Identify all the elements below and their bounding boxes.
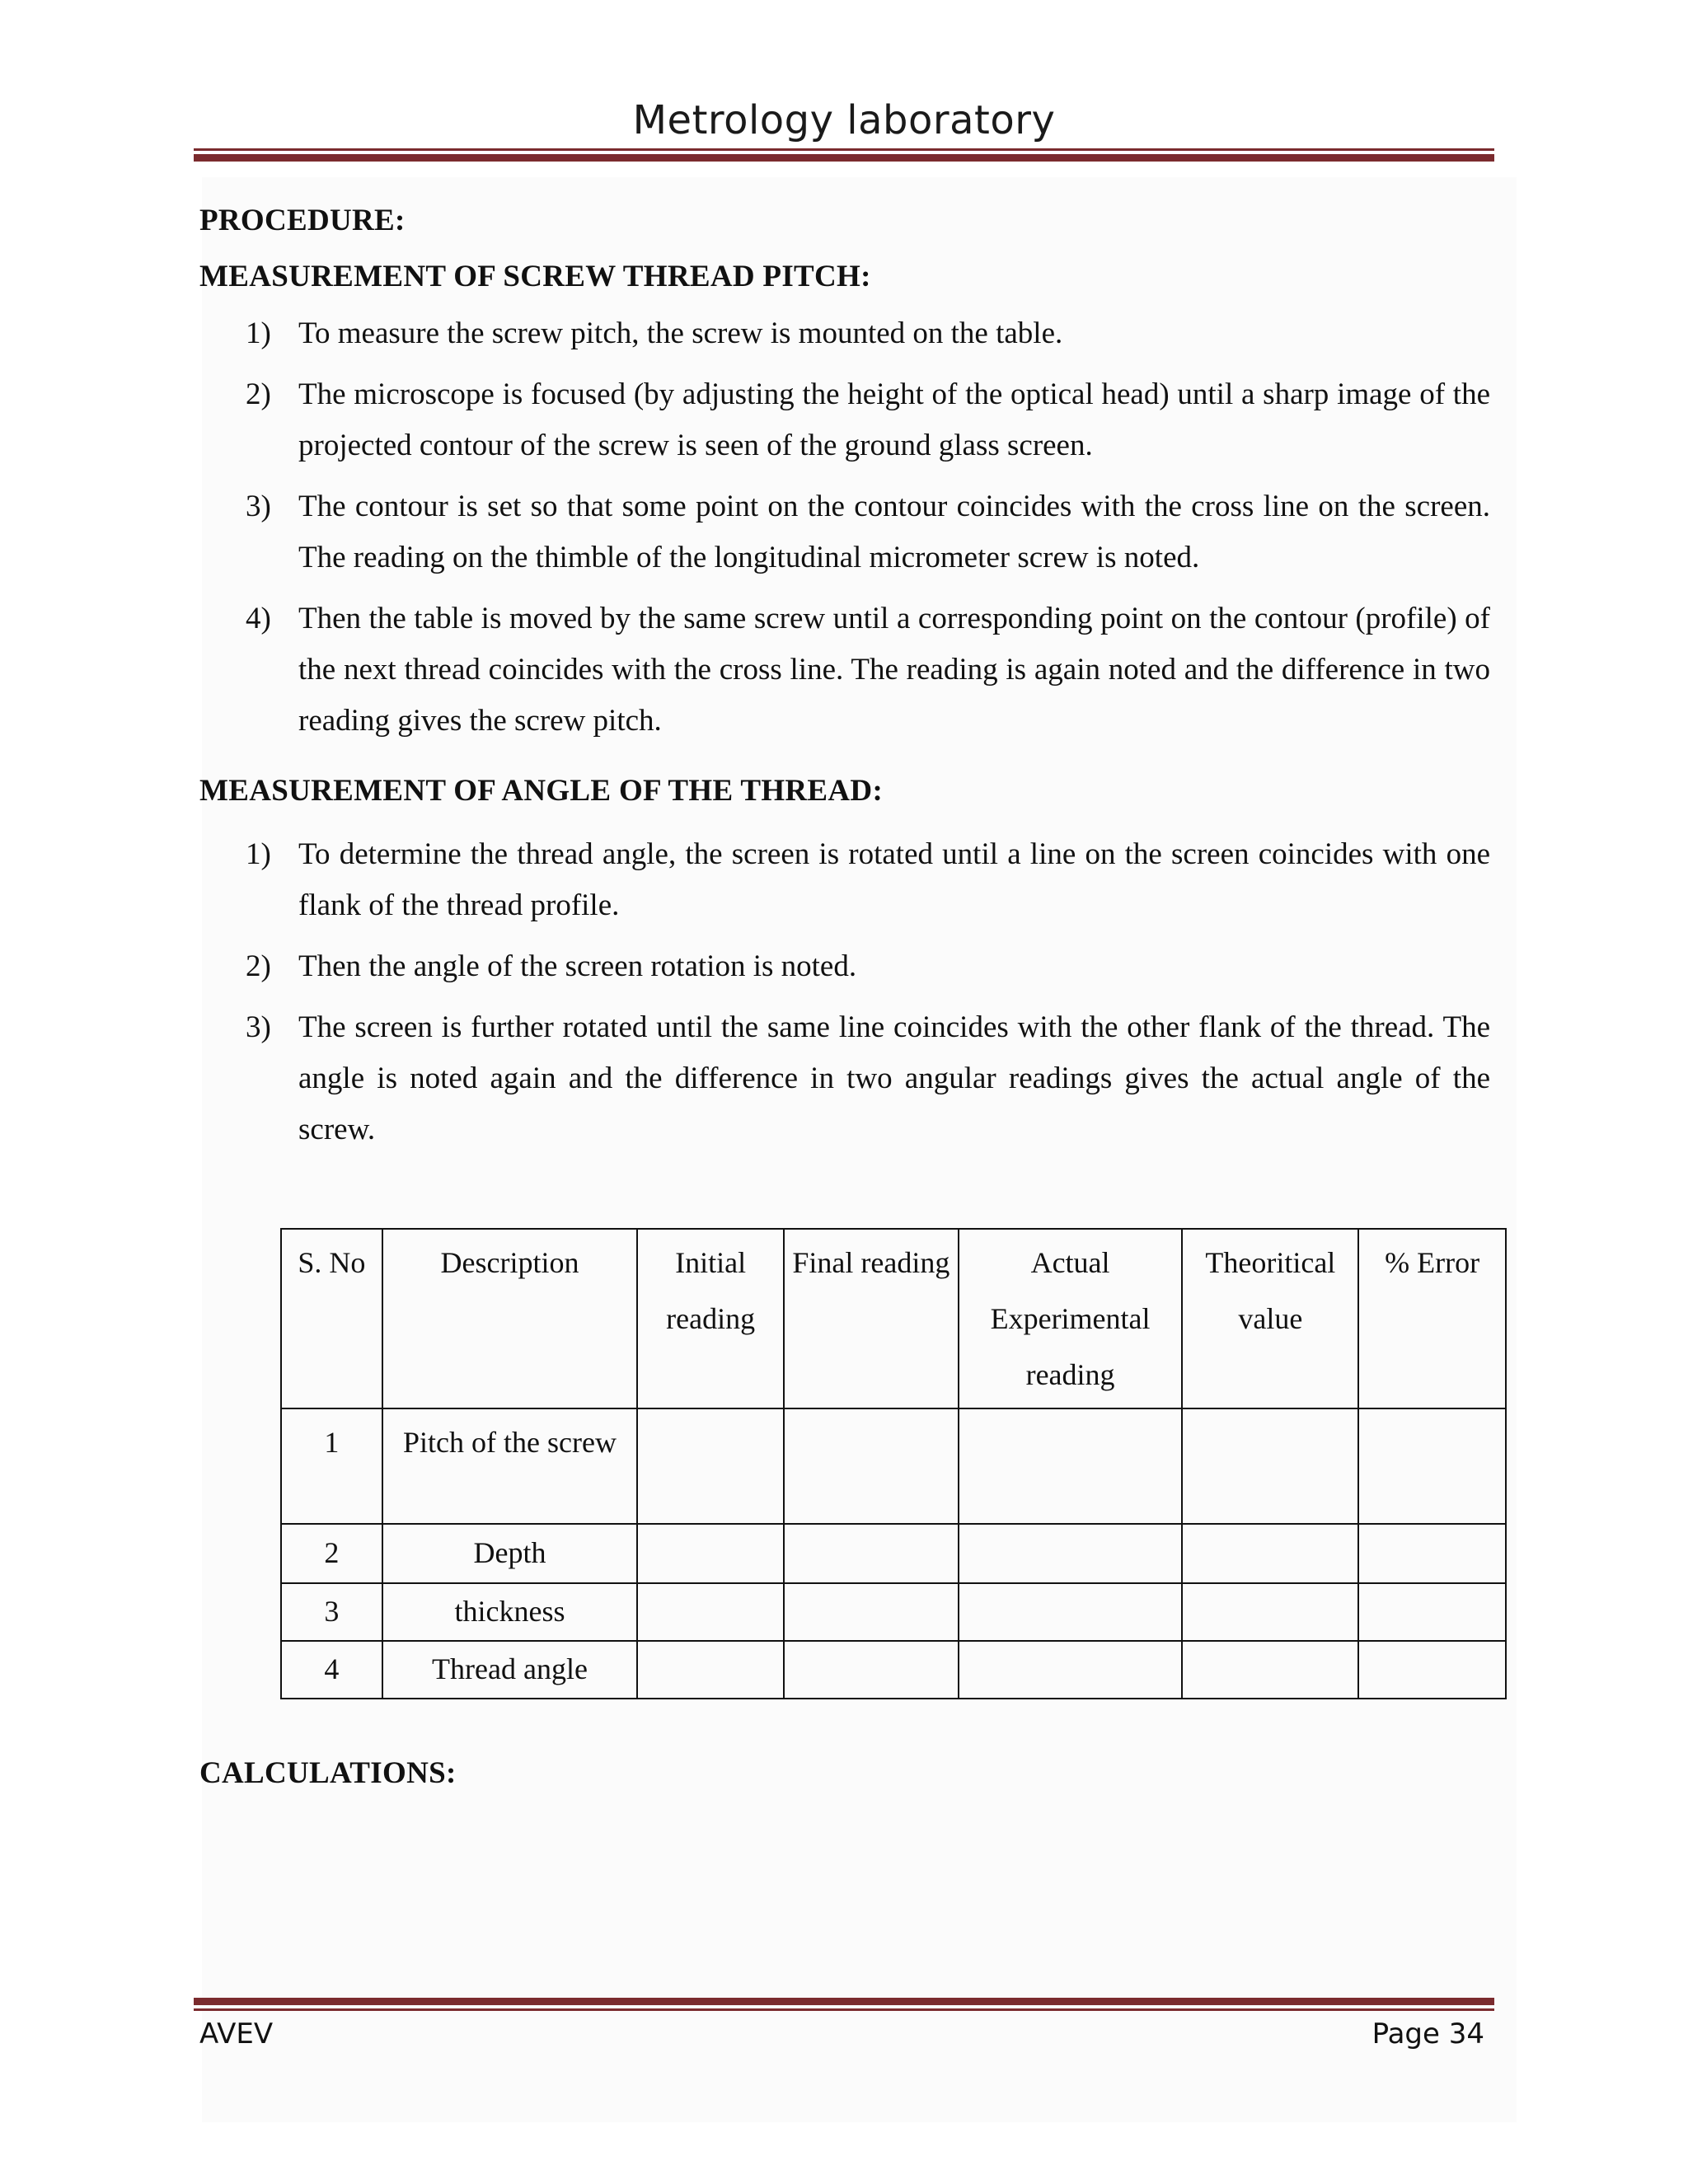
pitch-steps-list <box>246 308 1490 757</box>
description-cell: Thread angle <box>382 1641 638 1699</box>
angle-section-heading: MEASUREMENT OF ANGLE OF THE THREAD: <box>199 774 884 808</box>
sno-cell: 2 <box>281 1524 382 1583</box>
column-header: Description <box>382 1229 638 1408</box>
empty-cell <box>784 1524 959 1583</box>
description-cell: thickness <box>382 1583 638 1641</box>
list-item: 2) The microscope is focused (by adjusting the height of the optical head) until a sharp image of the projected contour of the screw is seen of the ground glass screen. <box>246 377 1490 462</box>
list-item: 2) Then the angle of the screen rotation is noted. <box>246 949 857 983</box>
table-header-row <box>281 1229 1506 1408</box>
calculations-heading: CALCULATIONS: <box>199 1756 457 1790</box>
list-item: 1) To determine the thread angle, the screen is rotated until a line on the screen coincides with one flank of the thread profile. <box>246 837 1490 922</box>
empty-cell <box>1358 1408 1506 1524</box>
list-item: 4) Then the table is moved by the same screw until a corresponding point on the contour (profile) of the next thread coincides with the cross line. The reading is again noted and the difference in two reading gives the screw pitch. <box>246 602 1490 738</box>
list-item: 3) The contour is set so that some point on the contour coincides with the cross line on the screen. The reading on the thimble of the longitudinal micrometer screw is noted. <box>246 490 1490 574</box>
pitch-section-heading: MEASUREMENT OF SCREW THREAD PITCH: <box>199 260 871 293</box>
empty-cell <box>637 1641 784 1699</box>
table-row <box>281 1408 1506 1524</box>
empty-cell <box>1358 1524 1506 1583</box>
footer-rule <box>194 1998 1494 2011</box>
empty-cell <box>1182 1641 1358 1699</box>
list-item: 3) The screen is further rotated until the same line coincides with the other flank of the thread. The angle is noted again and the difference in two angular readings gives the actual angle of the screw. <box>246 1010 1490 1146</box>
empty-cell <box>1182 1408 1358 1524</box>
empty-cell <box>959 1408 1183 1524</box>
header-rule <box>194 148 1494 162</box>
empty-cell <box>637 1408 784 1524</box>
column-header: Theoritical value <box>1182 1229 1358 1408</box>
sno-cell: 4 <box>281 1641 382 1699</box>
empty-cell <box>959 1583 1183 1641</box>
procedure-heading: PROCEDURE: <box>199 204 406 237</box>
empty-cell <box>784 1408 959 1524</box>
empty-cell <box>637 1524 784 1583</box>
column-header: Actual Experimental reading <box>959 1229 1183 1408</box>
readings-table <box>280 1228 1507 1699</box>
sno-cell: 1 <box>281 1408 382 1524</box>
table-row <box>281 1583 1506 1641</box>
description-cell: Depth <box>382 1524 638 1583</box>
angle-steps-list <box>246 829 1490 1165</box>
column-header: Initial reading <box>637 1229 784 1408</box>
empty-cell <box>959 1524 1183 1583</box>
description-cell: Pitch of the screw <box>382 1408 638 1524</box>
empty-cell <box>784 1583 959 1641</box>
empty-cell <box>1182 1524 1358 1583</box>
table-row <box>281 1524 1506 1583</box>
column-header: Final reading <box>784 1229 959 1408</box>
column-header: S. No <box>281 1229 382 1408</box>
empty-cell <box>1182 1583 1358 1641</box>
column-header: % Error <box>1358 1229 1506 1408</box>
footer-institution: AVEV <box>199 2018 274 2050</box>
empty-cell <box>959 1641 1183 1699</box>
empty-cell <box>637 1583 784 1641</box>
empty-cell <box>1358 1583 1506 1641</box>
empty-cell <box>784 1641 959 1699</box>
table-row <box>281 1641 1506 1699</box>
sno-cell: 3 <box>281 1583 382 1641</box>
page-header-title: Metrology laboratory <box>632 97 1056 143</box>
empty-cell <box>1358 1641 1506 1699</box>
page-number: Page 34 <box>1372 2018 1484 2050</box>
list-item: 1) To measure the screw pitch, the screw is mounted on the table. <box>246 316 1063 350</box>
